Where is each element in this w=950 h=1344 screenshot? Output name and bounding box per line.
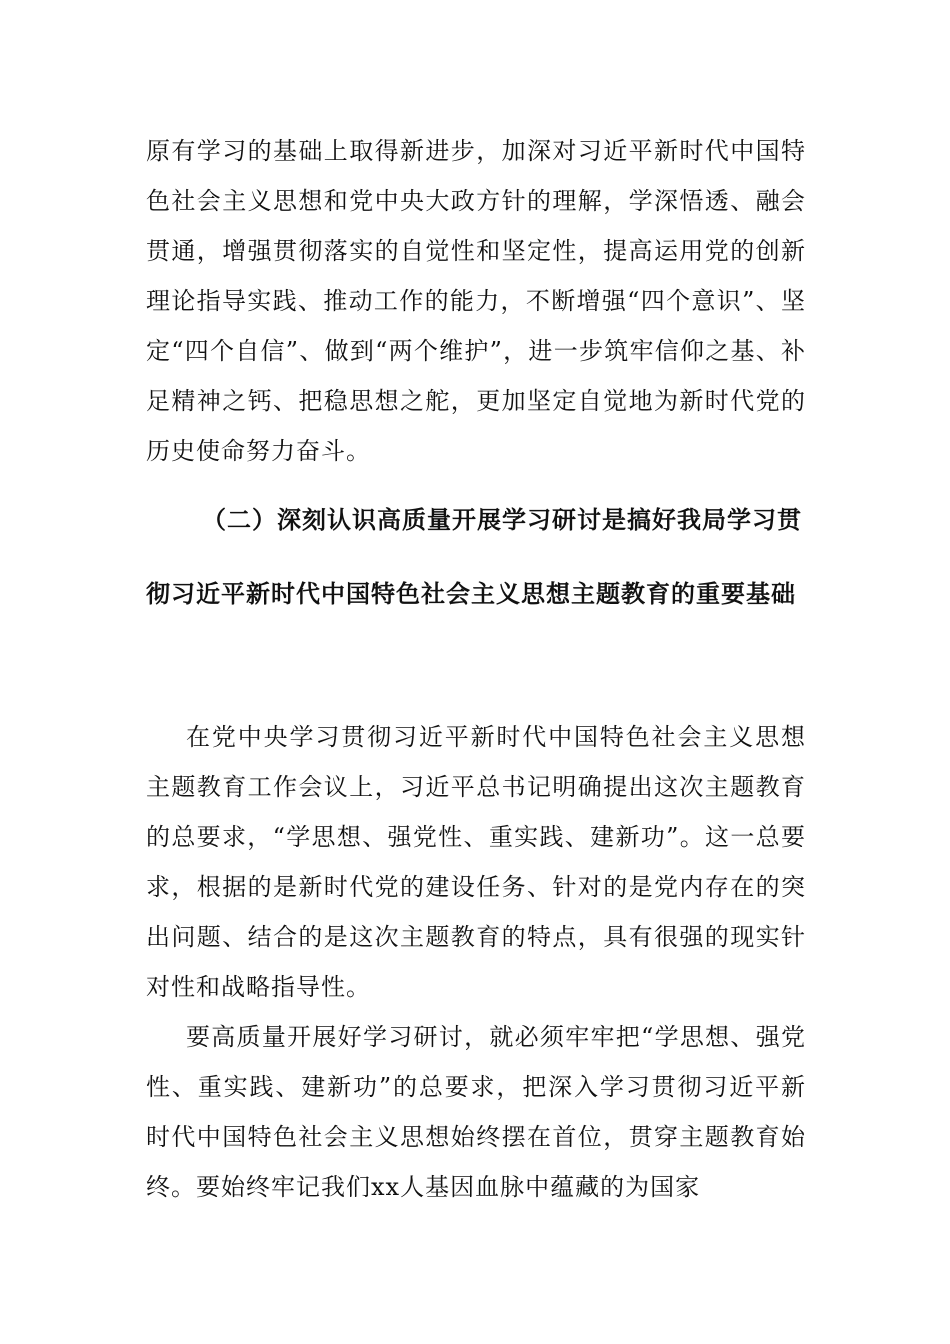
paragraph-3: 要高质量开展好学习研讨，就必须牢牢把“学思想、强党性、重实践、建新功”的总要求，把深入学习贯彻习近平新时代中国特色社会主义思想始终摆在首位，贯穿主题教育始终。要始终牢记我们xx人基因血脉中蕴藏的为国家 [146,1023,806,1201]
paragraph-2: 在党中央学习贯彻习近平新时代中国特色社会主义思想主题教育工作会议上，习近平总书记明确提出这次主题教育的总要求，“学思想、强党性、重实践、建新功”。这一总要求，根据的是新时代党的建设任务、针对的是党内存在的突出问题、结合的是这次主题教育的特点，具有很强的现实针对性和战略指导性。 [146,723,806,1001]
paragraph-continued: 原有学习的基础上取得新进步，加深对习近平新时代中国特色社会主义思想和党中央大政方针的理解，学深悟透、融会贯通，增强贯彻落实的自觉性和坚定性，提高运用党的创新理论指导实践、推动工作的能力，不断增强“四个意识”、坚定“四个自信”、做到“两个维护”，进一步筑牢信仰之基、补足精神之钙、把稳思想之舵，更加坚定自觉地为新时代党的历史使命努力奋斗。 [146,137,806,465]
section-heading: （二）深刻认识高质量开展学习研讨是搞好我局学习贯彻习近平新时代中国特色社会主义思想主题教育的重要基础 [146,506,802,608]
